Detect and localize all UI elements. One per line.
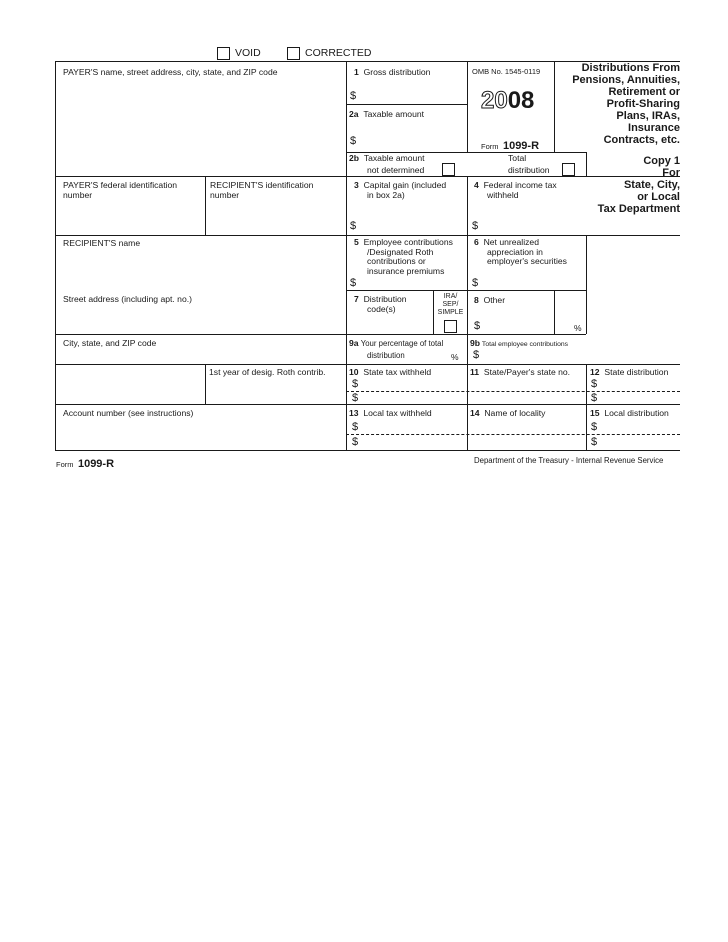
box12-dollar-2: $ bbox=[591, 392, 598, 404]
box8-percent: % bbox=[574, 323, 582, 333]
box12-number: 12 bbox=[590, 367, 600, 377]
footer-department: Department of the Treasury - Internal Revenue Service bbox=[474, 456, 664, 465]
roth-year-field[interactable] bbox=[208, 380, 343, 402]
box12-label: 12 State distribution bbox=[590, 367, 669, 377]
recipient-name-label: RECIPIENT'S name bbox=[63, 238, 141, 248]
box4-dollar: $ bbox=[472, 220, 479, 232]
box13-dollar-2: $ bbox=[352, 436, 359, 448]
footer-form-name: 1099-R bbox=[77, 458, 115, 470]
box12-field-2[interactable] bbox=[601, 392, 679, 403]
box10-number: 10 bbox=[349, 367, 359, 377]
void-checkbox[interactable] bbox=[217, 47, 230, 60]
payer-name-label: PAYER'S name, street address, city, state, and ZIP code bbox=[63, 67, 278, 77]
row-line-box13 bbox=[55, 404, 680, 405]
box14-label: 14 Name of locality bbox=[470, 408, 546, 418]
box11-field-1[interactable] bbox=[470, 378, 584, 390]
box2b-total-label: Total distribution bbox=[508, 153, 550, 175]
payer-fed-id-field[interactable] bbox=[58, 202, 202, 232]
omb-number: OMB No. 1545-0119 bbox=[472, 67, 541, 76]
box13-field-2[interactable] bbox=[362, 436, 464, 449]
box10-label: 10 State tax withheld bbox=[349, 367, 432, 377]
box12-dollar-1: $ bbox=[591, 378, 598, 390]
box6-label: 6 Net unrealized appreciation in employer's securities bbox=[474, 237, 567, 266]
box14-field-1[interactable] bbox=[470, 420, 584, 433]
row-line-payer-id bbox=[55, 176, 680, 177]
payer-fed-id-label: PAYER'S federal identification number bbox=[63, 180, 178, 200]
box7-number: 7 bbox=[354, 294, 359, 304]
box15-number: 15 bbox=[590, 408, 600, 418]
box4-label: 4 Federal income tax withheld bbox=[474, 180, 557, 200]
box9a-label: 9a Your percentage of total distribution bbox=[349, 338, 444, 360]
col-divider-3b bbox=[467, 176, 468, 450]
box2a-label: 2a Taxable amount bbox=[349, 109, 425, 119]
row-line-box7 bbox=[346, 290, 586, 291]
form-name: 1099-R bbox=[502, 140, 540, 152]
box8-field[interactable] bbox=[484, 318, 550, 332]
box9b-field[interactable] bbox=[482, 348, 582, 362]
box8-percent-field[interactable] bbox=[557, 318, 573, 332]
dash-line-13 bbox=[346, 434, 680, 435]
tax-year-prefix: 20 bbox=[481, 87, 508, 114]
account-number-label: Account number (see instructions) bbox=[63, 408, 194, 418]
box12-field-1[interactable] bbox=[601, 378, 679, 390]
box9a-field[interactable] bbox=[412, 348, 450, 362]
box14-number: 14 bbox=[470, 408, 480, 418]
footer-form-id bbox=[56, 454, 114, 472]
box15-field-1[interactable] bbox=[601, 420, 679, 433]
box9b-label: 9b Total employee contributions bbox=[470, 338, 569, 348]
col-divider-3 bbox=[467, 61, 468, 152]
box11-field-2[interactable] bbox=[470, 392, 584, 403]
box13-number: 13 bbox=[349, 408, 359, 418]
corrected-checkbox[interactable] bbox=[287, 47, 300, 60]
row-line-box10 bbox=[55, 364, 680, 365]
form-left-border bbox=[55, 61, 56, 450]
col-divider-5 bbox=[586, 152, 587, 176]
ira-sep-simple-checkbox[interactable] bbox=[444, 320, 457, 333]
footer-form-prefix: Form bbox=[56, 460, 74, 469]
box9b-number: 9b bbox=[470, 338, 481, 348]
box10-dollar-1: $ bbox=[352, 378, 359, 390]
street-address-label: Street address (including apt. no.) bbox=[63, 294, 192, 304]
col-divider-1 bbox=[205, 176, 206, 235]
tax-year-suffix: 08 bbox=[507, 87, 535, 114]
box2a-number: 2a bbox=[349, 109, 359, 119]
box3-number: 3 bbox=[354, 180, 359, 190]
box15-dollar-1: $ bbox=[591, 421, 598, 433]
recipient-id-label: RECIPIENT'S identification number bbox=[210, 180, 314, 200]
account-number-field[interactable] bbox=[58, 420, 343, 448]
box5-field[interactable] bbox=[360, 276, 464, 289]
box11-label: 11 State/Payer's state no. bbox=[470, 367, 571, 377]
box9a-percent: % bbox=[451, 352, 459, 362]
box3-dollar: $ bbox=[350, 220, 357, 232]
box2a-field[interactable] bbox=[360, 134, 464, 149]
box3-label: 3 Capital gain (included in box 2a) bbox=[354, 180, 447, 200]
roth-year-label: 1st year of desig. Roth contrib. bbox=[209, 367, 326, 377]
box6-dollar: $ bbox=[472, 277, 479, 289]
city-state-zip-label: City, state, and ZIP code bbox=[63, 338, 157, 348]
form-prefix: Form bbox=[481, 142, 499, 151]
corrected-label: CORRECTED bbox=[305, 47, 372, 59]
box1-field[interactable] bbox=[360, 88, 464, 102]
box7-label: 7 Distribution code(s) bbox=[354, 294, 407, 314]
payer-name-field[interactable] bbox=[58, 80, 342, 172]
box9b-dollar: $ bbox=[473, 349, 480, 361]
box2b-total-distribution-checkbox[interactable] bbox=[562, 163, 575, 176]
box5-dollar: $ bbox=[350, 277, 357, 289]
box8-label: 8 Other bbox=[474, 295, 506, 305]
col-divider-5b bbox=[586, 235, 587, 334]
box14-field-2[interactable] bbox=[470, 436, 584, 449]
col-divider-5c bbox=[586, 364, 587, 450]
box1-dollar: $ bbox=[350, 90, 357, 102]
box13-label: 13 Local tax withheld bbox=[349, 408, 432, 418]
box1-label: 1 Gross distribution bbox=[354, 67, 431, 77]
box8-number: 8 bbox=[474, 295, 479, 305]
box11-number: 11 bbox=[470, 367, 480, 377]
box3-field[interactable] bbox=[360, 218, 464, 233]
box5-label: 5 Employee contributions /Designated Roth contributions or insurance premiums bbox=[354, 237, 453, 276]
box7-field[interactable] bbox=[360, 316, 430, 332]
row-line-2a bbox=[346, 104, 467, 105]
box2a-dollar: $ bbox=[350, 135, 357, 147]
box10-field-2[interactable] bbox=[362, 392, 464, 403]
box1-number: 1 bbox=[354, 67, 359, 77]
box15-dollar-2: $ bbox=[591, 436, 598, 448]
form-title: Distributions From Pensions, Annuities, Retirement or Profit-Sharing Plans, IRAs, Insurance Contracts, etc. bbox=[572, 62, 680, 146]
col-divider-4 bbox=[554, 61, 555, 152]
box2b-number: 2b bbox=[349, 153, 360, 163]
form-bottom-border bbox=[55, 450, 680, 451]
box8-dollar: $ bbox=[474, 320, 481, 332]
tax-year bbox=[481, 88, 534, 114]
box6-number: 6 bbox=[474, 237, 479, 247]
box4-number: 4 bbox=[474, 180, 479, 190]
recipient-id-field[interactable] bbox=[208, 202, 343, 232]
box15-field-2[interactable] bbox=[601, 436, 679, 449]
box2b-label: 2b Taxable amount not determined bbox=[349, 153, 425, 175]
box10-dollar-2: $ bbox=[352, 392, 359, 404]
copy-designation: Copy 1 For State, City, or Local Tax Department bbox=[597, 155, 680, 215]
box13-dollar-1: $ bbox=[352, 421, 359, 433]
row-line-recipient-name bbox=[55, 235, 680, 236]
col-divider-8 bbox=[554, 290, 555, 334]
box9a-number: 9a bbox=[349, 338, 359, 348]
box13-field-1[interactable] bbox=[362, 420, 464, 433]
box5-number: 5 bbox=[354, 237, 359, 247]
box2b-not-determined-checkbox[interactable] bbox=[442, 163, 455, 176]
col-divider-1b bbox=[205, 364, 206, 404]
box4-field[interactable] bbox=[482, 218, 582, 233]
box15-label: 15 Local distribution bbox=[590, 408, 669, 418]
void-label: VOID bbox=[235, 47, 261, 59]
box6-field[interactable] bbox=[482, 276, 582, 289]
box10-field-1[interactable] bbox=[362, 378, 464, 390]
ira-sep-simple-label: IRA/ SEP/ SIMPLE bbox=[437, 293, 464, 316]
row-line-city bbox=[55, 334, 586, 335]
